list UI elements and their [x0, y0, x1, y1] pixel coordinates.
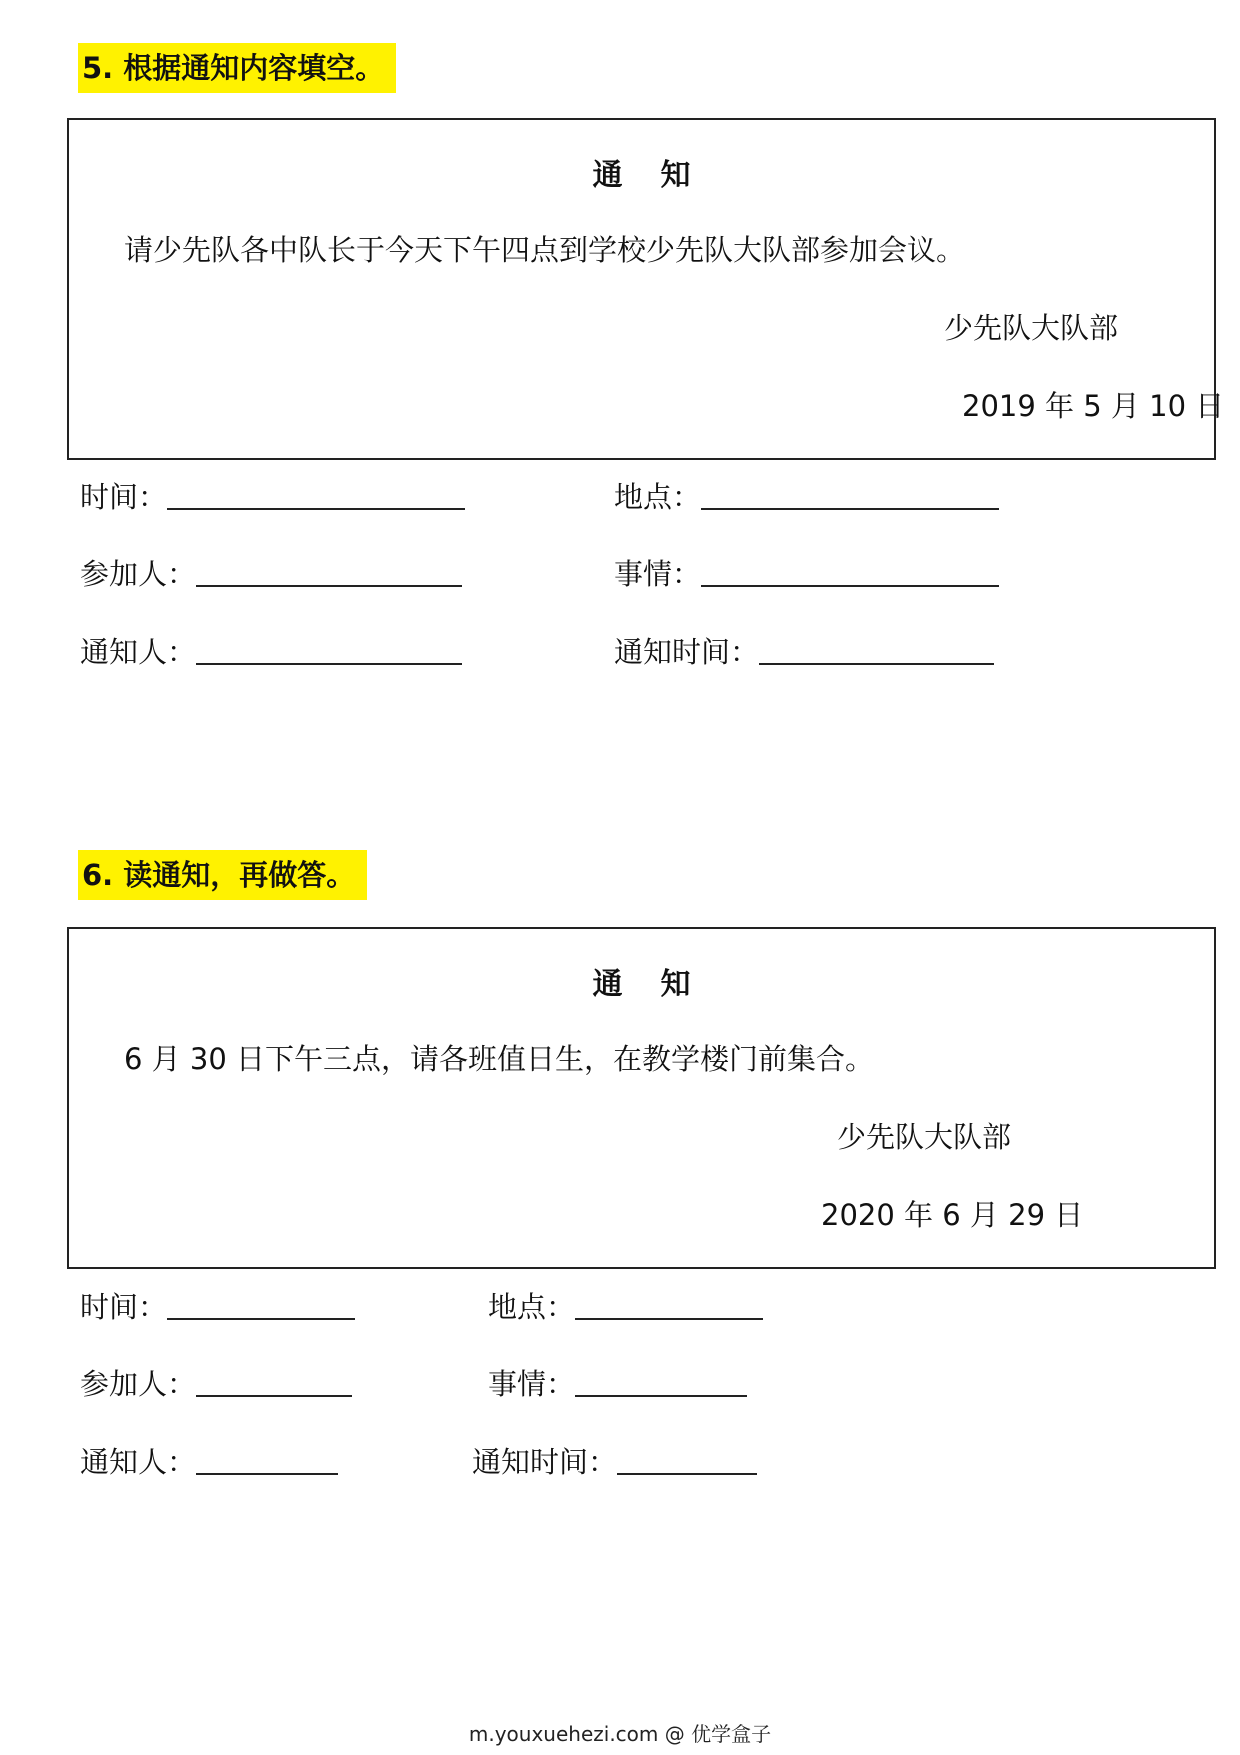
q5-field-notifier-blank[interactable]: [196, 662, 462, 665]
q5-field-time: [80, 475, 465, 516]
q5-field-place-blank[interactable]: [701, 507, 999, 510]
q5-field-notice-time: [614, 630, 994, 671]
q6-field-attendees-blank[interactable]: [196, 1394, 352, 1397]
q5-field-place: [614, 475, 999, 516]
q5-field-time-blank[interactable]: [167, 507, 465, 510]
q6-field-notice-time: [472, 1440, 757, 1481]
q5-field-attendees-blank[interactable]: [196, 584, 462, 587]
q5-field-notice-time-label: 通知时间：: [614, 635, 760, 669]
q5-notice-body: 请少先队各中队长于今天下午四点到学校少先队大队部参加会议。: [124, 233, 966, 267]
q6-field-notifier-blank[interactable]: [196, 1472, 338, 1475]
q6-field-time-blank[interactable]: [167, 1317, 355, 1320]
q6-field-notice-time-label: 通知时间：: [472, 1445, 618, 1479]
q5-field-matter: [614, 552, 999, 593]
q6-field-matter-label: 事情：: [488, 1367, 576, 1401]
q5-notice-box: [67, 118, 1225, 460]
q5-field-time-label: 时间：: [80, 480, 168, 514]
q5-field-matter-label: 事情：: [614, 557, 702, 591]
q6-field-matter-blank[interactable]: [575, 1394, 747, 1397]
q5-notice-date: 2019 年 5 月 10 日: [962, 389, 1225, 423]
q5-field-notifier: [80, 630, 462, 671]
q6-field-matter: [488, 1362, 747, 1403]
q6-notice-date: 2020 年 6 月 29 日: [821, 1198, 1084, 1232]
q6-field-time: [80, 1285, 355, 1326]
q5-notice-signature: 少先队大队部: [944, 311, 1119, 345]
q5-field-matter-blank[interactable]: [701, 584, 999, 587]
q5-field-attendees-label: 参加人：: [80, 557, 197, 591]
q6-notice-body: 6 月 30 日下午三点，请各班值日生，在教学楼门前集合。: [124, 1042, 875, 1076]
q5-field-notifier-label: 通知人：: [80, 635, 197, 669]
q5-field-attendees: [80, 552, 462, 593]
q5-field-notice-time-blank[interactable]: [759, 662, 994, 665]
q6-field-attendees: [80, 1362, 352, 1403]
q6-notice-heading: 通知: [592, 967, 729, 1002]
q6-field-place: [488, 1285, 763, 1326]
q6-field-time-label: 时间：: [80, 1290, 168, 1324]
q6-notice-box: [67, 927, 1216, 1269]
footer-watermark: m.youxuehezi.com @ 优学盒子: [468, 1722, 772, 1746]
q5-notice-heading: 通知: [592, 158, 729, 193]
q6-field-notifier-label: 通知人：: [80, 1445, 197, 1479]
q6-field-place-label: 地点：: [488, 1290, 576, 1324]
q5-title: 5. 根据通知内容填空。: [78, 43, 396, 93]
q6-field-notifier: [80, 1440, 338, 1481]
q5-field-place-label: 地点：: [614, 480, 702, 514]
q6-title: 6. 读通知，再做答。: [78, 850, 367, 900]
q6-field-attendees-label: 参加人：: [80, 1367, 197, 1401]
q6-field-notice-time-blank[interactable]: [617, 1472, 757, 1475]
q6-notice-signature: 少先队大队部: [837, 1120, 1012, 1154]
q6-field-place-blank[interactable]: [575, 1317, 763, 1320]
